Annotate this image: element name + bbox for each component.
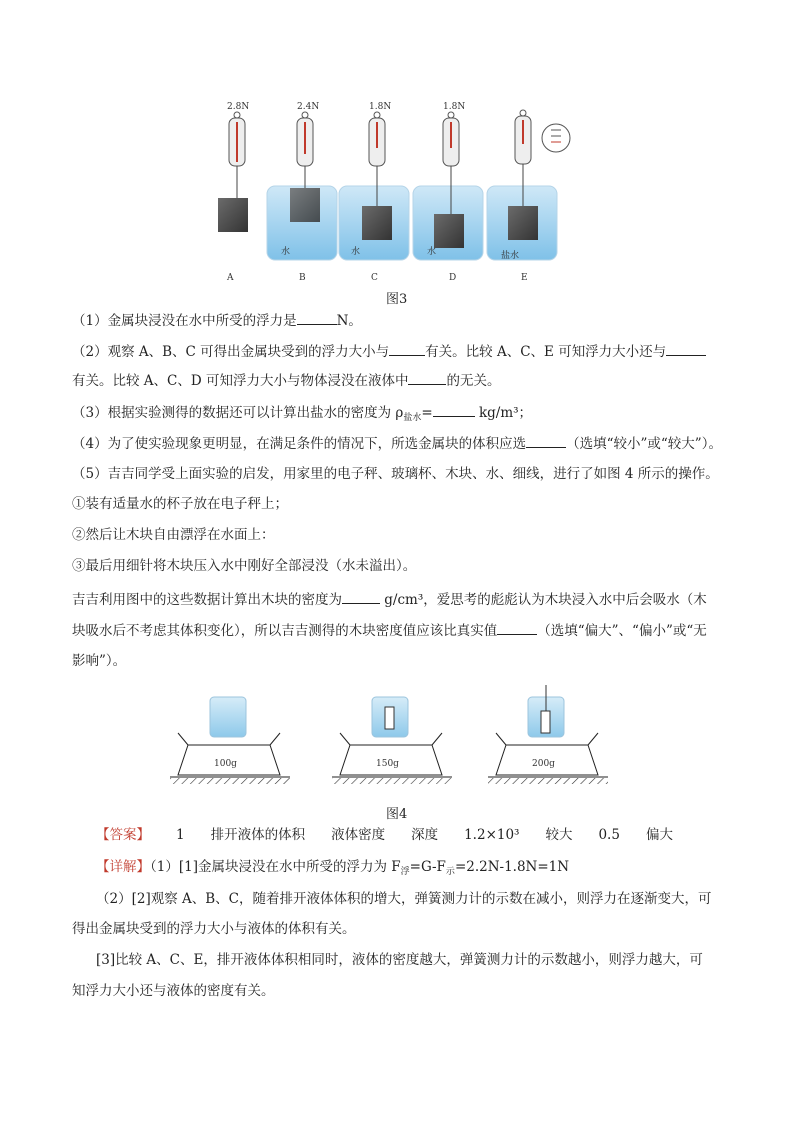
- detail-p1: 【详解】（1）[1]金属块浸没在水中所受的浮力为 $F_浮=G-F_示=2.2N-1.8N=1N$: [96, 859, 570, 877]
- figure-4-caption: 图4: [386, 807, 408, 822]
- scale-reading-2: 150g: [376, 759, 399, 769]
- question-5-c: 块吸水后不考虑其体积变化），所以吉吉测得的木块密度值应该比真实值 （选填“偏大”、“偏小”或“无: [72, 623, 707, 639]
- answer-blank[interactable]: [666, 342, 706, 356]
- liquid-label-b: 水: [281, 247, 291, 257]
- question-5-b: 吉吉利用图中的这些数据计算出木块的密度为 g/cm³，爱思考的彪彪认为木块浸入水中后会吸水（木: [72, 592, 707, 608]
- answer-item: 较大: [545, 827, 573, 843]
- question-5-d: 影响”）。: [72, 653, 127, 669]
- answer-blank[interactable]: [342, 590, 380, 604]
- answer-item: 1.2×10³: [464, 827, 520, 843]
- figure-3: [205, 92, 585, 302]
- question-5: （5）吉吉同学受上面实验的启发，用家里的电子秤、玻璃杯、木块、水、细线，进行了如图 4 所示的操作。: [72, 466, 719, 482]
- letter-a: A: [227, 273, 234, 283]
- magnifier-icon: [542, 124, 570, 152]
- liquid-label-c: 水: [351, 247, 361, 257]
- spring-scale-b: [267, 102, 337, 283]
- detail-label: 【详解】: [96, 859, 150, 875]
- step-3: ③最后用细针将木块压入水中刚好全部浸没（水未溢出）。: [72, 558, 417, 574]
- answer-line: [96, 826, 756, 844]
- detail-p2-line2: 得出金属块受到的浮力大小与液体的体积有关。: [72, 921, 356, 937]
- question-2-cont: 有关。比较 A、C、D 可知浮力大小与物体浸没在液体中 的无关。: [72, 373, 501, 389]
- step-2: ②然后让木块自由漂浮在水面上：: [72, 527, 275, 543]
- spring-scale-a: [218, 102, 249, 283]
- liquid-label-e: 盐水: [501, 251, 520, 261]
- question-4: （4）为了使实验现象更明显，在满足条件的情况下，所选金属块的体积应选 （选填“较小”或“较大”）。: [72, 436, 722, 452]
- reading-c: 1.8N: [369, 102, 392, 112]
- detail-p3-line2: 知浮力大小还与液体的密度有关。: [72, 983, 275, 999]
- detail-p2-line1: （2）[2]观察 A、B、C，随着排开液体体积的增大，弹簧测力计的示数在减小，则浮力在逐渐变大，可: [96, 891, 712, 907]
- answer-blank[interactable]: [433, 403, 475, 417]
- answer-item: 液体密度: [331, 827, 386, 843]
- answer-blank[interactable]: [497, 621, 537, 635]
- liquid-label-d: 水: [427, 247, 437, 257]
- reading-a: 2.8N: [227, 102, 250, 112]
- letter-d: D: [449, 273, 457, 283]
- answer-label: 【答案】: [96, 827, 150, 843]
- scale-reading-1: 100g: [214, 759, 237, 769]
- scale-3: [488, 685, 608, 784]
- letter-e: E: [521, 273, 528, 283]
- letter-c: C: [371, 273, 378, 283]
- answer-blank[interactable]: [297, 311, 337, 325]
- answer-item: 1: [176, 827, 185, 843]
- spring-scale-c: [339, 102, 409, 283]
- question-2: （2）观察 A、B、C 可得出金属块受到的浮力大小与 有关。比较 A、C、E 可知浮力大小还与: [72, 342, 732, 361]
- answer-blank[interactable]: [526, 434, 566, 448]
- step-1: ①装有适量水的杯子放在电子秤上；: [72, 496, 288, 512]
- answer-blank[interactable]: [389, 342, 425, 356]
- answer-item: 排开液体的体积: [210, 827, 306, 843]
- reading-d: 1.8N: [443, 102, 466, 112]
- scale-reading-3: 200g: [532, 759, 555, 769]
- answer-blank[interactable]: [408, 371, 446, 385]
- question-3: （3）根据实验测得的数据还可以计算出盐水的密度为 $\rho_{盐水}= kg/m^3$；: [72, 405, 533, 423]
- answer-item: 0.5: [598, 827, 620, 843]
- figure-3-caption: 图3: [386, 292, 408, 307]
- detail-p3-line1: [3]比较 A、C、E，排开液体体积相同时，液体的密度越大，弹簧测力计的示数越小，则浮力越大，可: [96, 952, 703, 968]
- scale-2: [332, 697, 452, 784]
- answer-item: 深度: [411, 827, 439, 843]
- spring-scale-d: [413, 102, 483, 283]
- reading-b: 2.4N: [297, 102, 320, 112]
- scale-1: [170, 697, 290, 784]
- answer-item: 偏大: [645, 827, 673, 843]
- question-1: （1）金属块浸没在水中所受的浮力是 N。: [72, 313, 362, 329]
- letter-b: B: [299, 273, 306, 283]
- spring-scale-e: [487, 110, 570, 283]
